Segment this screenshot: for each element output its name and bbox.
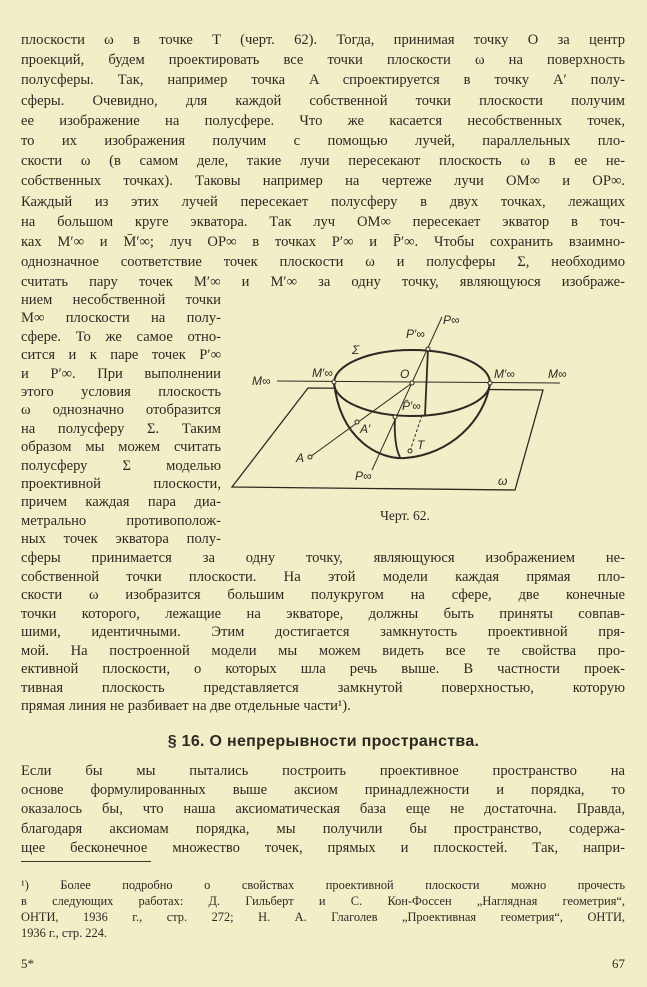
text-line: шими, идентичными. Этим достигается замкнутость проективной пря- xyxy=(21,624,625,640)
text-line: полусферы. Так, например точка A спроектируется в точку A′ полу- xyxy=(21,72,625,89)
text-line: ОНТИ, 1936 г., стр. 272; Н. А. Глаголев „Проективная геометрия“, ОНТИ, xyxy=(21,910,625,924)
text-line: собственных точках). Таковы например на чертеже лучи OM∞ и OP∞. xyxy=(21,173,625,190)
section-heading: § 16. О непрерывности пространства. xyxy=(167,733,480,750)
text-line: прямая линия не разбивает на две отдельные части¹). xyxy=(21,698,351,714)
figure-caption: Черт. 62. xyxy=(380,508,430,523)
text-line: полусферу Σ моделью xyxy=(21,457,221,474)
label-sigma: Σ xyxy=(352,343,360,357)
label-p-inf-top: P∞ xyxy=(443,313,460,327)
text-line: оказалось бы, что наша аксиоматическая база еще не достаточна. Правда, xyxy=(21,801,625,818)
paragraph-continuation xyxy=(21,549,625,716)
text-line: тивная плоскость представляется замкнутой поверхностью, которую xyxy=(21,679,625,696)
text-line: этого условия плоскость xyxy=(21,383,221,400)
text-line: сфере. То же самое отно- xyxy=(21,328,221,345)
text-line: и P′∞. При выполнении xyxy=(21,365,221,382)
text-line: проекций, будем проектировать все точки плоскости ω на поверхность xyxy=(21,52,625,69)
text-line: M∞ плоскости на полу- xyxy=(21,310,221,327)
text-line: мой. На построенной модели мы можем видеть все те свойства про- xyxy=(21,642,625,659)
label-p-prime-top: P′∞ xyxy=(406,327,425,341)
text-line: сится и к паре точек P′∞ xyxy=(21,347,221,364)
text-line: ¹) Более подробно о свойствах проективной плоскости можно прочесть xyxy=(21,878,625,892)
text-line: скости ω изобразится большим полукругом на сфере, две конечные xyxy=(21,587,625,603)
text-line: нием несобственной точки xyxy=(21,292,221,308)
paragraph-section-16 xyxy=(21,762,625,858)
page-number: 67 xyxy=(612,956,625,971)
text-line: основе формулированных выше аксиом принадлежности и порядка, то xyxy=(21,782,625,799)
paragraph-narrow-column xyxy=(21,291,221,548)
text-line: проективной плоскости, xyxy=(21,475,221,492)
text-line: точки которого, лежащие на экваторе, должны быть приняты совпав- xyxy=(21,605,625,622)
text-line: считать пару точек M′∞ и M′∞ за одну точку, являющуюся изображе- xyxy=(21,274,625,291)
label-m-inf-right: M∞ xyxy=(548,367,567,381)
text-line: скости ω (в самом деле, такие лучи пересекают плоскость ω в ее не- xyxy=(21,153,625,170)
label-p-inf-bottom: P∞ xyxy=(355,469,372,483)
label-o: O xyxy=(400,367,410,381)
text-line: Каждый из этих лучей пересекает полусферу в двух точках, лежащих xyxy=(21,193,625,210)
text-line: причем каждая пара диа- xyxy=(21,494,221,511)
text-line: образом мы можем считать xyxy=(21,439,221,456)
label-omega: ω xyxy=(498,474,508,488)
text-line: ективной плоскости, о которых шла речь выше. В частности проек- xyxy=(21,661,625,677)
text-line: собственной точки плоскости. На этой модели каждая прямая пло- xyxy=(21,568,625,585)
text-line: 1936 г., стр. 224. xyxy=(21,926,107,940)
text-line: благодаря аксиомам порядка, мы получили бы пространство, содержа- xyxy=(21,820,625,837)
text-line: ее изображение на полусфере. Что же касается несобственных точек, xyxy=(21,112,625,129)
text-line: сферы принимается за одну точку, являющуюся изображением не- xyxy=(21,550,625,566)
text-line: ках M′∞ и M̄′∞; луч OP∞ в точках P′∞ и P̄′∞. Чтобы сохранить взаимно- xyxy=(21,233,625,250)
text-line: плоскости ω в точке T (черт. 62). Тогда, принимая точку O за центр xyxy=(21,32,625,48)
text-line: ных точек экватора полу- xyxy=(21,531,221,548)
text-line: Если бы мы пытались построить проективное пространство на xyxy=(21,763,625,779)
signature-mark: 5* xyxy=(21,956,34,971)
figure-62-hemisphere-diagram xyxy=(225,300,570,505)
label-m-prime-left: M′∞ xyxy=(312,366,333,380)
label-m-inf-left: M∞ xyxy=(252,374,271,388)
label-t: T xyxy=(417,438,425,452)
paragraph-top xyxy=(21,30,625,292)
label-m-prime-right: M′∞ xyxy=(494,367,515,381)
text-line: сферы. Очевидно, для каждой собственной точки плоскости получим xyxy=(21,92,625,109)
text-line: метрально противополож- xyxy=(21,512,221,529)
text-line: ω однозначно отобразится xyxy=(21,402,221,419)
label-a: A xyxy=(296,451,305,465)
text-line: на большом круге экватора. Так луч OM∞ пересекает экватор в точ- xyxy=(21,213,625,230)
text-line: однозначное соответствие точек плоскости ω и полусферы Σ, необходимо xyxy=(21,254,625,271)
label-a-prime: A′ xyxy=(360,422,371,436)
text-line: то их изображения получим с помощью лучей, параллельных пло- xyxy=(21,132,625,149)
text-line: щее бесконечное множество точек, прямых и плоскостей. Так, напри- xyxy=(21,839,625,856)
footnote xyxy=(21,877,625,941)
text-line: на полусферу Σ. Таким xyxy=(21,420,221,437)
label-p-bar-prime: P̄′∞ xyxy=(402,399,421,413)
footnote-divider xyxy=(21,861,151,862)
text-line: в следующих работах: Д. Гильберт и С. Кон-Фоссен „Наглядная геометрия“, xyxy=(21,894,625,908)
